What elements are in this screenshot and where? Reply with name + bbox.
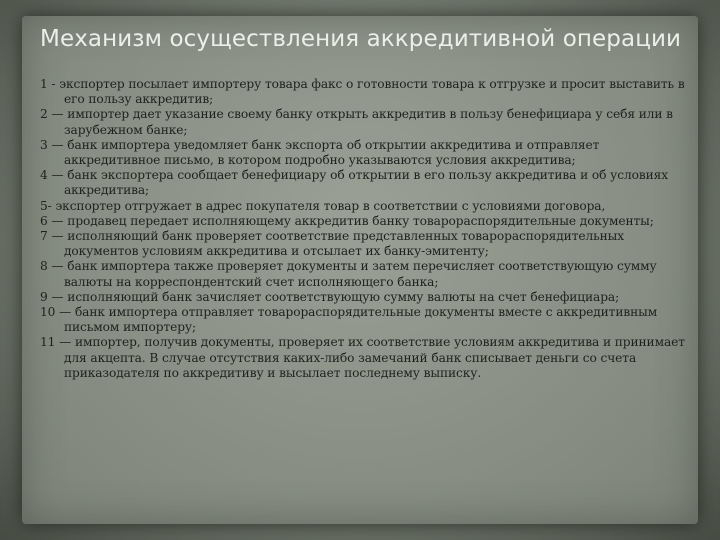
slide-title: Механизм осуществления аккредитивной операции [40,26,682,52]
steps-list [40,77,690,381]
step-item-9: 9 — исполняющий банк зачисляет соответствующую сумму валюты на счет бенефициара; [40,289,620,304]
step-item-6: 6 — продавец передает исполняющему аккредитив банку товарораспорядительные документы; [40,213,654,228]
step-item-10: 10 — банк импортера отправляет товарораспорядительные документы вместе с аккредитивным письмом импортеру; [40,305,658,335]
step-item-11: 11 — импортер, получив документы, проверяет их соответствие условиям аккредитива и принимает для акцепта. В случае отсутствия каких-либо замечаний банк списывает деньги со счета приказодателя по аккредитиву и высылает последнему выписку. [40,335,685,380]
step-item-5: 5- экспортер отгружает в адрес покупателя товар в соответствии с условиями договора, [40,198,606,213]
step-item-2: 2 — импортер дает указание своему банку открыть аккредитив в пользу бенефициара у себя или в зарубежном банке; [40,107,673,137]
step-item-4: 4 — банк экспортера сообщает бенефициару об открытии в его пользу аккредитива и об условиях аккредитива; [40,168,668,198]
step-item-7: 7 — исполняющий банк проверяет соответствие представленных товарораспорядительных документов условиям аккредитива и отсылает их банку-эмитенту; [40,229,625,259]
step-item-3: 3 — банк импортера уведомляет банк экспорта об открытии аккредитива и отправляет аккредитивное письмо, в котором подробно указываются условия аккредитива; [40,137,600,168]
step-item-8: 8 — банк импортера также проверяет документы и затем перечисляет соответствующую сумму валюты на корреспондентский счет исполняющего банка; [40,259,657,289]
step-item-1: 1 - экспортер посылает импортеру товара факс о готовности товара к отгрузке и просит выставить в его пользу аккредитив; [40,77,685,107]
